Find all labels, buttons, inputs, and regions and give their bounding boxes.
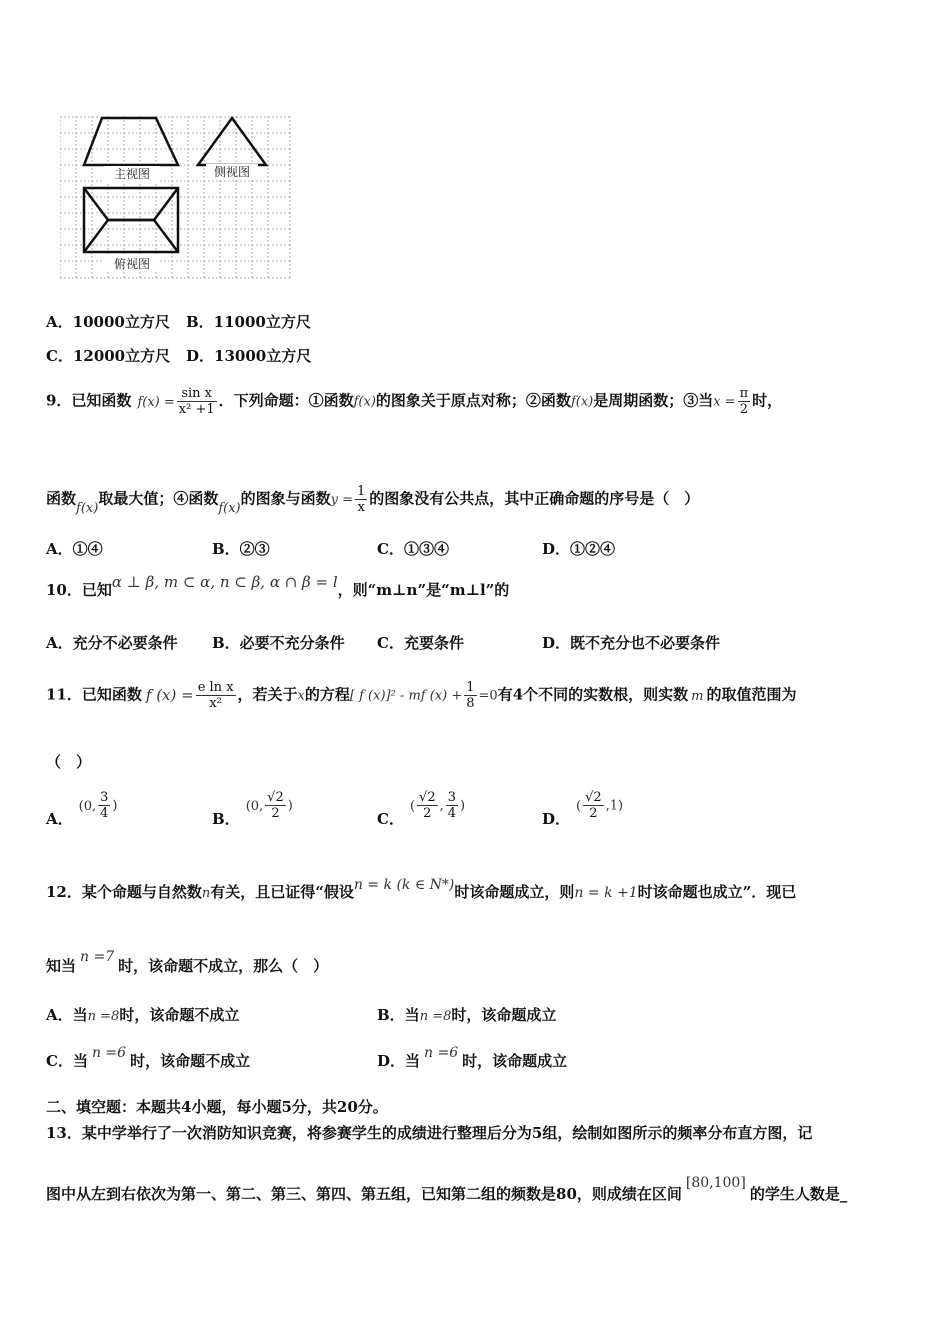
q12-line2-b: 时，该命题不成立，那么（ ） — [118, 957, 329, 975]
q11-option-a-label: A． — [46, 809, 73, 828]
q9-pi-fraction: $\frac{\pi}{2}$ — [739, 386, 749, 417]
side-view-triangle — [198, 118, 266, 165]
q10-number: 10．已知 — [46, 581, 112, 599]
q10-option-c[interactable]: C．充要条件 — [377, 634, 464, 652]
q11-option-d-pre: ( — [576, 798, 582, 814]
front-view-label: 主视图 — [113, 167, 151, 181]
q10-option-d[interactable]: D．既不充分也不必要条件 — [542, 634, 721, 652]
q13-line2-a: 图中从左到右依次为第一、第二、第三、第四、第五组，已知第二组的频数是80，则成绩在区间 — [46, 1185, 682, 1203]
q11-option-c-post: ) — [460, 798, 466, 814]
q11-equation-a: [ f (x)]² - mf (x) + — [349, 688, 463, 704]
q11-option-b-num: √2 — [267, 790, 284, 805]
q11-option-a-pre: (0, — [78, 798, 97, 814]
q9-text-1: ．下列命题：①函数 — [218, 391, 354, 410]
q9-line1 — [46, 386, 782, 417]
q11-option-c-mid: , — [439, 798, 444, 814]
q12-option-a-pre: A．当 — [46, 1006, 88, 1024]
q10-line — [46, 573, 510, 600]
q9-text-3: 是周期函数；③当 — [593, 391, 714, 410]
q9-one-over-x: $\frac{1}{x}$ — [357, 484, 366, 515]
q12-n: n — [201, 886, 211, 901]
q11-option-b-label: B． — [212, 809, 240, 828]
q8-option-a[interactable]: A．10000立方尺 — [46, 313, 170, 331]
q9-fx-1: f(x) — [353, 394, 376, 410]
q10-tail: ，则“m⊥n”是“m⊥l”的 — [337, 581, 510, 599]
q12-option-a[interactable] — [46, 1004, 239, 1025]
q11-f-lhs: f (x) = — [145, 685, 194, 704]
q9-x-eq: x = — [713, 394, 736, 410]
q11-f-fraction: $\frac{\text{e ln x}}{\text{x²}}$ — [197, 680, 234, 711]
q12-number: 12．某个命题与自然数 — [46, 883, 202, 901]
side-view-label: 侧视图 — [213, 165, 251, 179]
q11-option-c-num1: √2 — [419, 790, 436, 805]
q12-line1 — [46, 877, 797, 904]
q11-option-b-pre: (0, — [245, 798, 264, 814]
top-view-ridge-lower — [84, 220, 178, 252]
q9-option-a[interactable]: A．①④ — [46, 540, 103, 558]
q11-line1 — [46, 680, 797, 711]
q11-var-x: x — [297, 688, 305, 704]
q12-text-1: 有关，且已证得“假设 — [210, 883, 354, 901]
q11-option-d-post: ,1) — [605, 798, 624, 814]
q9-line2-a: 函数 — [46, 489, 77, 508]
q12-option-c-pre: C．当 — [46, 1052, 88, 1070]
q9-fx-4: f(x) — [218, 500, 241, 516]
q8-option-b[interactable]: B．11000立方尺 — [186, 313, 311, 331]
q12-text-3: 时该命题也成立”．现已 — [637, 883, 797, 901]
q12-option-d-pre: D．当 — [377, 1052, 421, 1070]
q8-option-c[interactable]: C．12000立方尺 — [46, 347, 171, 365]
q12-option-d-post: 时，该命题成立 — [462, 1052, 568, 1070]
q11-text-1: ，若关于 — [237, 685, 298, 704]
q9-f-lhs: f(x) = — [137, 394, 175, 410]
q11-option-c[interactable] — [377, 790, 466, 828]
q11-eighth-fraction: $\frac{1}{8}$ — [466, 680, 475, 711]
q10-condition: α ⊥ β, m ⊂ α, n ⊂ β, α ∩ β = l — [111, 573, 338, 591]
q9-y-eq: y = — [330, 492, 354, 508]
q11-text-4: 的取值范围为 — [706, 685, 797, 704]
q11-option-d-label: D． — [542, 809, 571, 828]
q11-var-m: m — [691, 688, 704, 704]
q11-option-d-num: √2 — [585, 790, 602, 805]
q12-option-b[interactable] — [377, 1004, 556, 1025]
q11-option-c-num2: 3 — [447, 790, 457, 805]
q12-option-c[interactable] — [46, 1045, 251, 1071]
q9-line2-b: 取最大值；④函数 — [98, 489, 219, 508]
q9-option-c[interactable]: C．①③④ — [377, 540, 449, 558]
q11-option-d[interactable] — [542, 790, 624, 828]
q10-option-a[interactable]: A．充分不必要条件 — [46, 634, 178, 652]
q12-option-c-math: n =6 — [91, 1045, 127, 1061]
q12-option-d[interactable] — [377, 1045, 568, 1071]
q13-line2-b: 的学生人数是_ — [749, 1185, 848, 1203]
q10-option-b[interactable]: B．必要不充分条件 — [212, 634, 345, 652]
q8-option-d[interactable]: D．13000立方尺 — [186, 347, 312, 365]
q12-option-b-post: 时，该命题成立 — [451, 1006, 557, 1024]
q11-option-a-num: 3 — [100, 790, 109, 805]
q12-option-d-math: n =6 — [424, 1045, 459, 1061]
q13-interval: [80,100] — [685, 1175, 746, 1191]
q11-option-a-post: ) — [112, 798, 118, 814]
top-view-label: 俯视图 — [113, 257, 151, 271]
q9-option-d[interactable]: D．①②④ — [542, 540, 616, 558]
q11-equation-b: =0 — [478, 688, 498, 704]
q9-line2-c: 的图象与函数 — [240, 489, 331, 508]
q12-option-c-post: 时，该命题不成立 — [130, 1052, 251, 1070]
q11-number: 11．已知函数 — [46, 685, 142, 704]
q9-line2 — [46, 484, 699, 515]
q9-text-2: 的图象关于原点对称；②函数 — [375, 391, 571, 410]
q11-option-a[interactable] — [46, 790, 118, 828]
q11-option-c-den2: 4 — [447, 806, 457, 821]
q11-option-b-post: ) — [287, 798, 293, 814]
q12-text-2: 时该命题成立，则 — [454, 883, 575, 901]
q12-n7: n =7 — [80, 949, 115, 965]
q13-line2 — [46, 1175, 848, 1205]
q11-option-a-den: 4 — [100, 806, 109, 821]
q9-line2-d: 的图象没有公共点，其中正确命题的序号是（ ） — [369, 489, 700, 508]
q12-line2 — [46, 949, 329, 977]
q12-option-a-post: 时，该命题不成立 — [119, 1006, 240, 1024]
three-view-figure — [60, 116, 292, 281]
q9-number: 9．已知函数 — [46, 391, 132, 410]
q9-fx-2: f(x) — [570, 394, 594, 410]
q11-text-3: 有4个不同的实数根，则实数 — [497, 685, 689, 704]
q9-option-b[interactable]: B．②③ — [212, 540, 270, 558]
q11-option-c-pre: ( — [409, 798, 416, 814]
q11-option-d-den: 2 — [589, 806, 598, 821]
q11-paren: （ ） — [46, 753, 92, 771]
q12-line2-a: 知当 — [46, 957, 77, 975]
q11-option-c-label: C． — [377, 809, 404, 828]
q12-option-a-math: n =8 — [87, 1009, 120, 1024]
q12-n-k-plus-1: n = k +1 — [574, 885, 638, 901]
q12-hypothesis: n = k (k ∈ N*) — [353, 877, 455, 893]
q13-line1: 13．某中学举行了一次消防知识竞赛，将参赛学生的成绩进行整理后分为5组，绘制如图所示的频率分布直方图，记 — [46, 1124, 813, 1142]
section-2-title: 二、填空题：本题共4小题，每小题5分，共20分。 — [46, 1098, 388, 1116]
q9-fx-3: f(x) — [76, 500, 99, 516]
q9-f-fraction: $\frac{\text{sin x}}{\text{x² +1}}$ — [178, 386, 215, 417]
q12-option-b-math: n =8 — [419, 1009, 452, 1024]
q11-text-2: 的方程 — [304, 685, 350, 704]
q9-text-4: 时， — [752, 391, 783, 410]
q11-option-b-den: 2 — [271, 806, 280, 821]
q12-option-b-pre: B．当 — [377, 1006, 420, 1024]
front-view-trapezoid — [84, 118, 178, 165]
top-view-ridge — [84, 188, 178, 220]
q11-option-b[interactable] — [212, 790, 293, 828]
q11-option-c-den1: 2 — [423, 806, 432, 821]
